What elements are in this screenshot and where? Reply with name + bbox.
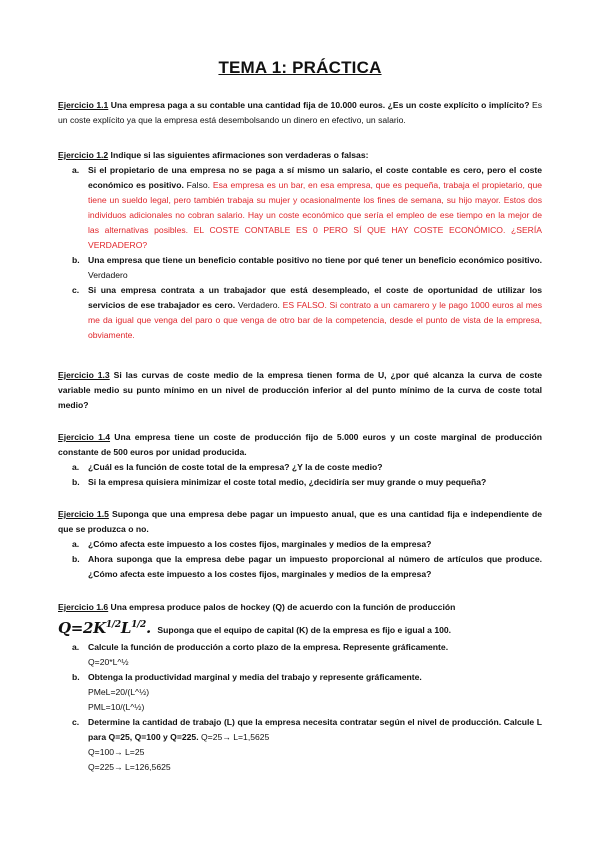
list-item xyxy=(58,163,542,253)
item-comment: ES FALSO. Si contrato a un camarero y le pago 1000 euros al mes me da igual que venga del paro o que venga de otro bar de la competencia, desde el punto de vista de la empresa, obviamente. xyxy=(88,300,542,340)
item-letter: a. xyxy=(72,539,80,549)
item-answer: PMeL=20/(L^½) xyxy=(88,687,150,697)
item-answer: Falso. xyxy=(183,180,211,190)
exercise-label: Ejercicio 1.3 xyxy=(58,370,110,380)
item-question: Obtenga la productividad marginal y media del trabajo y represente gráficamente. xyxy=(88,672,422,682)
formula-part: L xyxy=(120,619,132,637)
item-question: Si el propietario de una empresa no se paga a sí mismo un salario, el coste contable es cero, pero el coste económico es positivo. xyxy=(88,165,542,190)
exercise-label: Ejercicio 1.1 xyxy=(58,100,109,110)
production-formula xyxy=(58,619,151,637)
page-title: TEMA 1: PRÁCTICA xyxy=(218,58,382,77)
exercise-label: Ejercicio 1.4 xyxy=(58,432,111,442)
exercise-question: Una empresa tiene un coste de producción fijo de 5.000 euros y un coste marginal de producción constante de 500 euros por unidad producida. xyxy=(58,432,542,457)
list-item xyxy=(58,460,542,475)
exercise-intro: Indique si las siguientes afirmaciones son verdaderas o falsas: xyxy=(108,150,369,160)
item-answer: Q=225→ L=126,5625 xyxy=(88,762,171,772)
exercise-label: Ejercicio 1.6 xyxy=(58,602,109,612)
item-answer: PML=10/(L^½) xyxy=(88,702,145,712)
item-question: Si la empresa quisiera minimizar el coste total medio, ¿decidiría ser muy grande o muy pequeña? xyxy=(88,477,487,487)
formula-part: Q=2K xyxy=(58,619,106,637)
exercise-1-3 xyxy=(58,368,542,413)
formula-line xyxy=(58,615,542,640)
item-question: ¿Cuál es la función de coste total de la empresa? ¿Y la de coste medio? xyxy=(88,462,383,472)
list-item xyxy=(58,670,542,715)
list-item xyxy=(58,475,542,490)
item-question: Ahora suponga que la empresa debe pagar un impuesto proporcional al número de artículos que produce. ¿Cómo afecta este impuesto a los costes fijos, marginales y medios de la empresa? xyxy=(88,554,542,579)
item-letter: c. xyxy=(72,717,80,727)
list-item xyxy=(58,253,542,283)
item-question: Calcule la función de producción a corto plazo de la empresa. Represente gráficamente. xyxy=(88,642,449,652)
exercise-question: Suponga que una empresa debe pagar un impuesto anual, que es una cantidad fija e independiente de que se produzca o no. xyxy=(58,509,542,534)
exercise-label: Ejercicio 1.2 xyxy=(58,150,109,160)
exercise-1-1 xyxy=(58,98,542,128)
list-item xyxy=(58,537,542,552)
item-letter: a. xyxy=(72,462,80,472)
exercise-question: Una empresa paga a su contable una cantidad fija de 10.000 euros. ¿Es un coste explícito o implícito? xyxy=(108,100,530,110)
item-letter: b. xyxy=(72,255,80,265)
exercise-answer: Es un coste explícito ya que la empresa está desembolsando un dinero en efectivo, un salario. xyxy=(58,100,542,125)
item-question: Determine la cantidad de trabajo (L) que la empresa necesita contratar según el nivel de producción. Calcule L para Q=25, Q=100 y Q=225. xyxy=(88,717,542,742)
list-item xyxy=(58,640,542,670)
item-letter: b. xyxy=(72,672,80,682)
formula-part: . xyxy=(146,619,151,637)
exercise-1-4 xyxy=(58,430,542,490)
item-letter: c. xyxy=(72,285,80,295)
item-answer: Verdadero. xyxy=(235,300,280,310)
list-item xyxy=(58,552,542,582)
exercise-1-2 xyxy=(58,148,542,343)
item-answer: Q=20*L^½ xyxy=(88,657,129,667)
list-item xyxy=(58,283,542,343)
item-comment: Esa empresa es un bar, en esa empresa, que es pequeña, trabaja el propietario, que tiene un sueldo legal, pero también trabaja su mujer y ocasionalmente los fines de semana, su hijo mayor. Estos dos individuos adicionales no cobran salario. Hay un coste económico que sería el empleo de ese tiempo en la mejor de las alternativas posibles. EL COSTE CONTABLE ES 0 PERO SÍ QUE HAY COSTE ECONÓMICO. ¿SERÍA VERDADERO? xyxy=(88,180,543,250)
exercise-question: Si las curvas de coste medio de la empresa tienen forma de U, ¿por qué alcanza la curva de coste variable medio su punto mínimo en un nivel de producción inferior al del punto mínimo de la curva de coste total medio? xyxy=(58,370,542,410)
item-question: ¿Cómo afecta este impuesto a los costes fijos, marginales y medios de la empresa? xyxy=(88,539,432,549)
exercise-1-6 xyxy=(58,600,542,775)
formula-exponent: 1/2 xyxy=(131,620,147,630)
item-letter: b. xyxy=(72,554,80,564)
exercise-label: Ejercicio 1.5 xyxy=(58,509,109,519)
exercise-1-5 xyxy=(58,507,542,582)
exercise-question-continued: Suponga que el equipo de capital (K) de la empresa es fijo e igual a 100. xyxy=(154,625,452,635)
exercise-question: Una empresa produce palos de hockey (Q) de acuerdo con la función de producción xyxy=(108,602,456,612)
item-answer: Verdadero xyxy=(88,270,128,280)
item-letter: a. xyxy=(72,165,80,175)
item-letter: b. xyxy=(72,477,80,487)
item-answer: Q=100→ L=25 xyxy=(88,747,145,757)
formula-exponent: 1/2 xyxy=(105,620,121,630)
item-question: Si una empresa contrata a un trabajador que está desempleado, el coste de oportunidad de utilizar los servicios de ese trabajador es cero. xyxy=(88,285,542,310)
item-letter: a. xyxy=(72,642,80,652)
item-question: Una empresa que tiene un beneficio contable positivo no tiene por qué tener un beneficio económico positivo. xyxy=(88,255,542,265)
list-item xyxy=(58,715,542,775)
item-answer: Q=25→ L=1,5625 xyxy=(198,732,270,742)
